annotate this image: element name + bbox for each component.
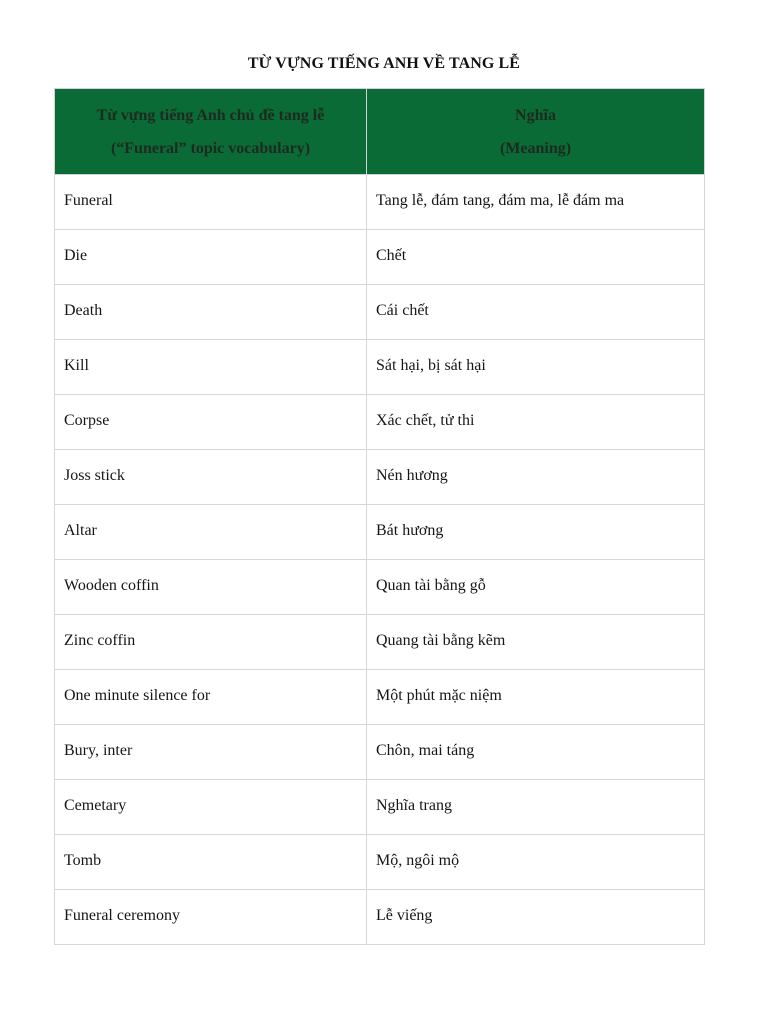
header-term-column (55, 89, 367, 175)
table-row (55, 395, 705, 450)
term-cell: Kill (55, 340, 367, 395)
term-cell: Joss stick (55, 450, 367, 505)
meaning-cell: Chôn, mai táng (367, 725, 705, 780)
term-cell: Bury, inter (55, 725, 367, 780)
table-row (55, 450, 705, 505)
table-row (55, 670, 705, 725)
meaning-cell: Nghĩa trang (367, 780, 705, 835)
meaning-cell: Mộ, ngôi mộ (367, 835, 705, 890)
table-header-row (55, 89, 705, 175)
meaning-cell: Sát hại, bị sát hại (367, 340, 705, 395)
header-term-line1: Từ vựng tiếng Anh chủ đề tang lễ (96, 106, 325, 124)
meaning-cell: Chết (367, 230, 705, 285)
term-cell: Zinc coffin (55, 615, 367, 670)
meaning-cell: Quan tài bằng gỗ (367, 560, 705, 615)
term-cell: Altar (55, 505, 367, 560)
vocabulary-table (54, 88, 705, 945)
meaning-cell: Cái chết (367, 285, 705, 340)
meaning-cell: Một phút mặc niệm (367, 670, 705, 725)
table-row (55, 175, 705, 230)
meaning-cell: Nén hương (367, 450, 705, 505)
header-meaning-line2: (Meaning) (499, 139, 572, 157)
header-meaning-column (367, 89, 705, 175)
table-row (55, 560, 705, 615)
header-term-line2: (“Funeral” topic vocabulary) (110, 139, 311, 157)
meaning-cell: Bát hương (367, 505, 705, 560)
table-row (55, 835, 705, 890)
meaning-cell: Quang tài bằng kẽm (367, 615, 705, 670)
meaning-cell: Tang lễ, đám tang, đám ma, lễ đám ma (367, 175, 705, 230)
term-cell: One minute silence for (55, 670, 367, 725)
term-cell: Funeral ceremony (55, 890, 367, 945)
meaning-cell: Xác chết, tử thi (367, 395, 705, 450)
table-row (55, 780, 705, 835)
term-cell: Cemetary (55, 780, 367, 835)
term-cell: Die (55, 230, 367, 285)
table-row (55, 725, 705, 780)
document-title: TỪ VỰNG TIẾNG ANH VỀ TANG LỄ (247, 55, 521, 72)
table-row (55, 230, 705, 285)
term-cell: Death (55, 285, 367, 340)
table-row (55, 615, 705, 670)
table-row (55, 285, 705, 340)
table-row (55, 505, 705, 560)
table-row (55, 340, 705, 395)
table-row (55, 890, 705, 945)
meaning-cell: Lễ viếng (367, 890, 705, 945)
term-cell: Tomb (55, 835, 367, 890)
term-cell: Corpse (55, 395, 367, 450)
term-cell: Wooden coffin (55, 560, 367, 615)
header-meaning-line1: Nghĩa (515, 106, 556, 124)
term-cell: Funeral (55, 175, 367, 230)
